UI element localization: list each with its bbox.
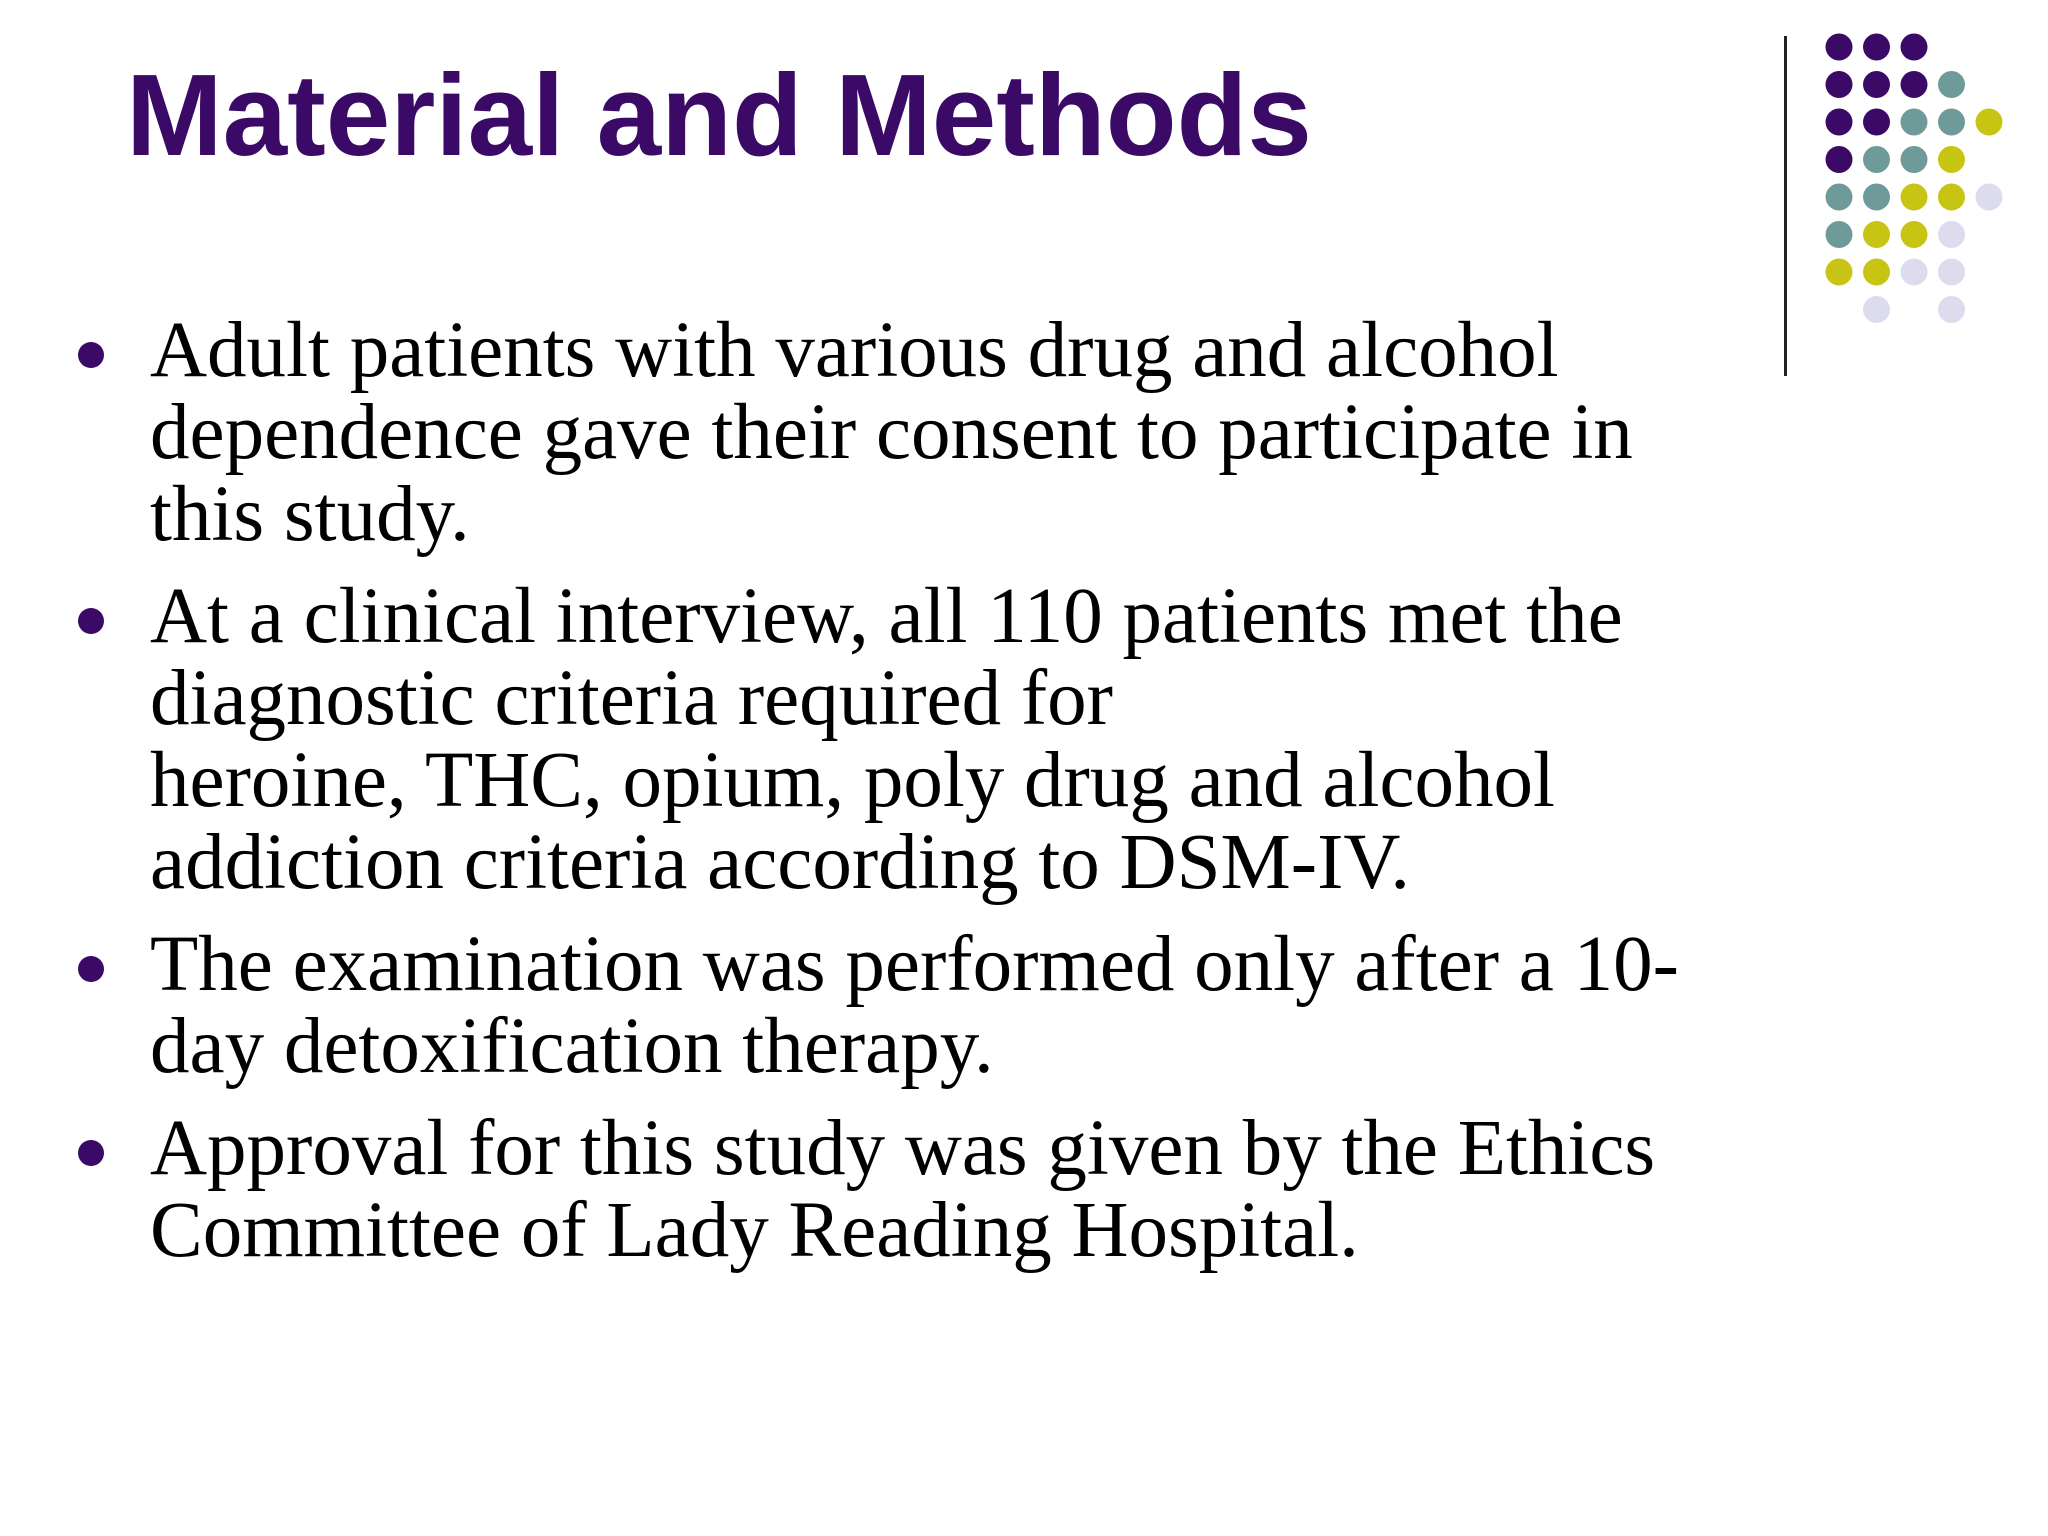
bullet-text-line: day detoxification therapy. xyxy=(150,1003,994,1090)
decor-dot xyxy=(1938,71,1965,98)
bullet-text-line: Committee of Lady Reading Hospital. xyxy=(150,1187,1359,1274)
bullet-dot-icon xyxy=(78,1140,104,1166)
bullet-text-line: At a clinical interview, all 110 patients met the xyxy=(150,573,1623,660)
decor-dot xyxy=(1938,259,1965,286)
decor-dot xyxy=(1826,71,1853,98)
decor-dot xyxy=(1901,221,1928,248)
decor-dot xyxy=(1901,34,1928,61)
decor-dot xyxy=(1826,146,1853,173)
decor-dot xyxy=(1938,184,1965,211)
decor-dot xyxy=(1938,221,1965,248)
bullet-list xyxy=(0,307,1820,1292)
decor-dot xyxy=(1826,34,1853,61)
decor-dot xyxy=(1938,109,1965,136)
decor-dot xyxy=(1938,146,1965,173)
bullet-text-line: The examination was performed only after a 10- xyxy=(150,921,1679,1008)
decor-dot xyxy=(1826,259,1853,286)
bullet-dot-icon xyxy=(78,956,104,982)
decor-dot xyxy=(1826,221,1853,248)
decor-dot xyxy=(1901,259,1928,286)
decor-dot xyxy=(1863,259,1890,286)
bullet-text-line: addiction criteria according to DSM-IV. xyxy=(150,819,1410,906)
bullet-text-line: this study. xyxy=(150,471,470,558)
decor-dot xyxy=(1901,146,1928,173)
decor-dot xyxy=(1863,34,1890,61)
bullet-text-line: diagnostic criteria required for xyxy=(150,655,1113,742)
bullet-item xyxy=(0,1105,1820,1274)
bullet-dot-icon xyxy=(78,608,104,634)
decor-dot xyxy=(1863,184,1890,211)
decor-dot xyxy=(1826,184,1853,211)
bullet-item xyxy=(0,573,1820,906)
decor-dot xyxy=(1863,296,1890,323)
bullet-item xyxy=(0,921,1820,1090)
decor-dot xyxy=(1826,109,1853,136)
decor-dot xyxy=(1938,296,1965,323)
decor-dot xyxy=(1863,221,1890,248)
decor-dot xyxy=(1976,109,2003,136)
bullet-text-line: Approval for this study was given by the Ethics xyxy=(150,1105,1656,1192)
decor-dot xyxy=(1901,109,1928,136)
bullet-item xyxy=(0,307,1820,558)
decor-dot xyxy=(1863,71,1890,98)
decor-dot xyxy=(1976,184,2003,211)
bullet-text-line: Adult patients with various drug and alcohol xyxy=(150,307,1559,394)
decor-dot xyxy=(1901,184,1928,211)
decor-dot xyxy=(1863,146,1890,173)
bullet-text-line: dependence gave their consent to participate in xyxy=(150,389,1633,476)
decor-dot xyxy=(1863,109,1890,136)
slide-title: Material and Methods xyxy=(126,50,1312,180)
bullet-dot-icon xyxy=(78,342,104,368)
bullet-text-line: heroine, THC, opium, poly drug and alcohol xyxy=(150,737,1555,824)
decor-dot xyxy=(1901,71,1928,98)
